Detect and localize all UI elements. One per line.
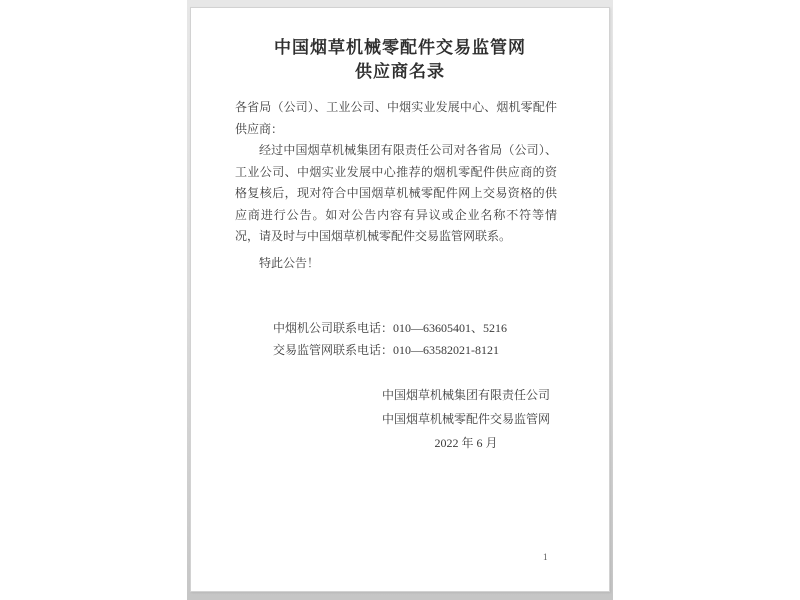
document-page [190, 7, 610, 592]
body-paragraph: 经过中国烟草机械集团有限责任公司对各省局（公司）、工业公司、中烟实业发展中心推荐的烟机零配件供应商的资格复核后，现对符合中国烟草机械零配件网上交易资格的供应商进行公告。如对公告内容有异议或企业名称不符等情况，请及时与中国烟草机械零配件交易监管网联系。 [235, 143, 557, 243]
contact-phone-line2: 交易监管网联系电话：010—63582021-8121 [273, 343, 499, 357]
signature-date-line: 2022 年 6 月 [434, 436, 498, 450]
document-title-line2: 供应商名录 [355, 62, 445, 81]
document-title-line1: 中国烟草机械零配件交易监管网 [274, 38, 526, 57]
closing-line: 特此公告！ [259, 255, 320, 270]
signature-network-line: 中国烟草机械零配件交易监管网 [381, 412, 550, 426]
signature-company-line: 中国烟草机械集团有限责任公司 [381, 388, 550, 402]
document-title [191, 36, 609, 84]
scanned-photo-backdrop [187, 0, 613, 600]
contact-section [273, 317, 557, 361]
contact-phone-line1: 中烟机公司联系电话：010—63605401、5216 [273, 321, 508, 335]
salutation-line: 各省局（公司）、工业公司、中烟实业发展中心、烟机零配件供应商： [235, 100, 557, 136]
document-body [235, 97, 557, 274]
page-number: 1 [543, 552, 548, 562]
signature-block [321, 383, 611, 455]
